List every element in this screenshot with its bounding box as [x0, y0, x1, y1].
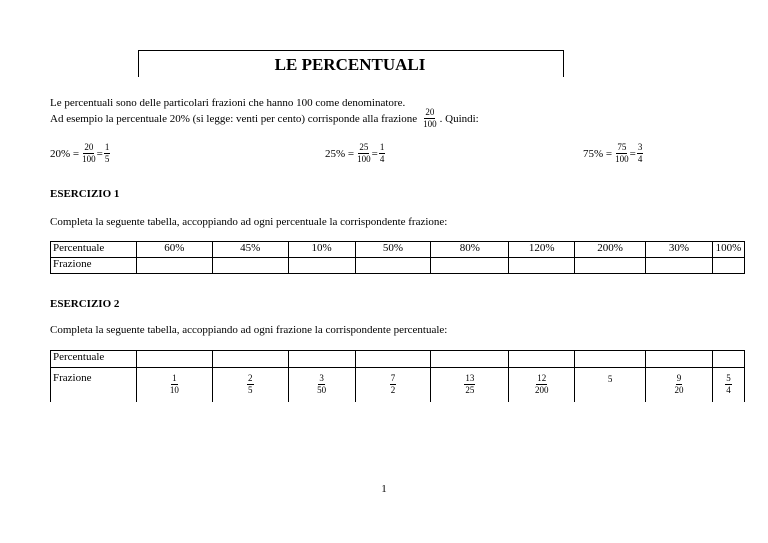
answer-cell[interactable]	[646, 258, 713, 274]
intro-line-2-end: . Quindi:	[439, 112, 479, 125]
fraction	[464, 374, 475, 395]
answer-cell[interactable]	[509, 351, 575, 368]
answer-cell[interactable]	[713, 351, 745, 368]
fraction-den: 100	[82, 154, 96, 164]
fraction-cell	[509, 368, 575, 403]
row-label-frazione: Frazione	[51, 258, 137, 274]
example-fraction	[82, 143, 96, 164]
fraction-num: 3	[319, 373, 324, 383]
fraction-den: 4	[379, 154, 385, 164]
fraction	[170, 374, 179, 395]
fraction-den: 4	[637, 154, 643, 164]
answer-cell[interactable]	[212, 258, 288, 274]
fraction	[725, 374, 732, 395]
fraction-den: 10	[169, 385, 179, 395]
fraction-den: 5	[104, 154, 110, 164]
fraction-num: 1	[379, 142, 385, 152]
answer-cell[interactable]	[355, 351, 431, 368]
exercise-2-instruction: Completa la seguente tabella, accoppiando ad ogni frazione la corrispondente percentuale:	[50, 324, 448, 336]
exercise-1-heading: ESERCIZIO 1	[50, 188, 120, 200]
fraction-cell	[355, 368, 431, 403]
row-label-percentuale: Percentuale	[51, 242, 137, 258]
example-fraction	[357, 143, 371, 164]
example-pct: 75% =	[583, 147, 613, 160]
fraction-den: 25	[465, 385, 475, 395]
fraction	[247, 374, 254, 395]
page-number: 1	[381, 483, 387, 495]
fraction-num: 12	[537, 373, 547, 383]
fraction-cell	[136, 368, 212, 403]
page-title: LE PERCENTUALI	[274, 55, 426, 74]
answer-cell[interactable]	[431, 351, 509, 368]
example-20	[50, 143, 111, 164]
fraction-cell	[713, 368, 745, 403]
fraction-den: 5	[248, 385, 253, 395]
answer-cell[interactable]	[288, 351, 355, 368]
fraction-den: 50	[317, 385, 327, 395]
equals-sign: =	[629, 147, 636, 160]
fraction-den: 100	[615, 154, 629, 164]
answer-cell[interactable]	[509, 258, 575, 274]
fraction	[390, 374, 397, 395]
equals-sign: =	[96, 147, 103, 160]
fraction-num: 1	[172, 373, 177, 383]
percentage-cell: 10%	[288, 242, 355, 258]
answer-cell[interactable]	[575, 258, 646, 274]
example-fraction	[637, 143, 644, 164]
table-row	[51, 242, 745, 258]
example-fraction	[615, 143, 629, 164]
fraction-cell	[431, 368, 509, 403]
intro-line-2	[50, 108, 479, 129]
exercise-2-heading: ESERCIZIO 2	[50, 298, 120, 310]
answer-cell[interactable]	[355, 258, 431, 274]
percentage-cell: 80%	[431, 242, 509, 258]
percentage-cell: 100%	[712, 242, 744, 258]
fraction-num: 2	[248, 373, 253, 383]
intro-line-1: Le percentuali sono delle particolari frazioni che hanno 100 come denominatore.	[50, 97, 406, 109]
fraction	[675, 374, 684, 395]
answer-cell[interactable]	[136, 258, 212, 274]
answer-cell[interactable]	[712, 258, 744, 274]
table-row	[51, 258, 745, 274]
fraction-num: 9	[676, 373, 682, 383]
fraction	[317, 374, 326, 395]
row-label-frazione: Frazione	[51, 368, 137, 403]
fraction-cell	[212, 368, 288, 403]
answer-cell[interactable]	[212, 351, 288, 368]
table-row	[51, 351, 745, 368]
fraction-num: 3	[637, 142, 643, 152]
whole-number-cell: 5	[575, 368, 646, 403]
percentage-cell: 30%	[646, 242, 713, 258]
percentage-cell: 50%	[355, 242, 431, 258]
answer-cell[interactable]	[431, 258, 509, 274]
example-fraction	[379, 143, 386, 164]
fraction-num: 25	[359, 142, 369, 152]
row-label-percentuale: Percentuale	[51, 351, 137, 368]
example-pct: 25% =	[325, 147, 355, 160]
fraction-den: 100	[357, 154, 371, 164]
fraction-num: 1	[104, 142, 110, 152]
example-fraction	[104, 143, 111, 164]
percentage-cell: 120%	[509, 242, 575, 258]
exercise-2-table	[50, 350, 745, 402]
fraction-num: 13	[465, 373, 475, 383]
fraction-cell	[288, 368, 355, 403]
percentage-cell: 60%	[136, 242, 212, 258]
answer-cell[interactable]	[575, 351, 646, 368]
fraction	[535, 374, 549, 395]
exercise-1-table	[50, 241, 745, 274]
fraction-cell	[646, 368, 713, 403]
percentage-cell: 45%	[212, 242, 288, 258]
equals-sign: =	[371, 147, 378, 160]
intro-line-2-text: Ad esempio la percentuale 20% (si legge: venti per cento) corrisponde alla frazione	[50, 112, 418, 125]
fraction-den: 20	[674, 385, 684, 395]
percentage-cell: 200%	[575, 242, 646, 258]
intro-fraction	[423, 108, 437, 129]
example-25	[325, 143, 386, 164]
answer-cell[interactable]	[136, 351, 212, 368]
answer-cell[interactable]	[646, 351, 713, 368]
answer-cell[interactable]	[288, 258, 355, 274]
fraction-den: 200	[535, 385, 549, 395]
exercise-1-instruction: Completa la seguente tabella, accoppiando ad ogni percentuale la corrispondente frazione:	[50, 216, 448, 228]
intro-fraction-num: 20	[425, 107, 435, 117]
fraction-num: 20	[84, 142, 94, 152]
fraction-den: 4	[726, 385, 731, 395]
example-pct: 20% =	[50, 147, 80, 160]
fraction-num: 75	[617, 142, 627, 152]
example-75	[583, 143, 644, 164]
fraction-num: 5	[726, 373, 731, 383]
fraction-num: 7	[390, 373, 396, 383]
fraction-den: 2	[390, 385, 396, 395]
intro-fraction-den: 100	[423, 119, 437, 129]
table-row	[51, 368, 745, 403]
